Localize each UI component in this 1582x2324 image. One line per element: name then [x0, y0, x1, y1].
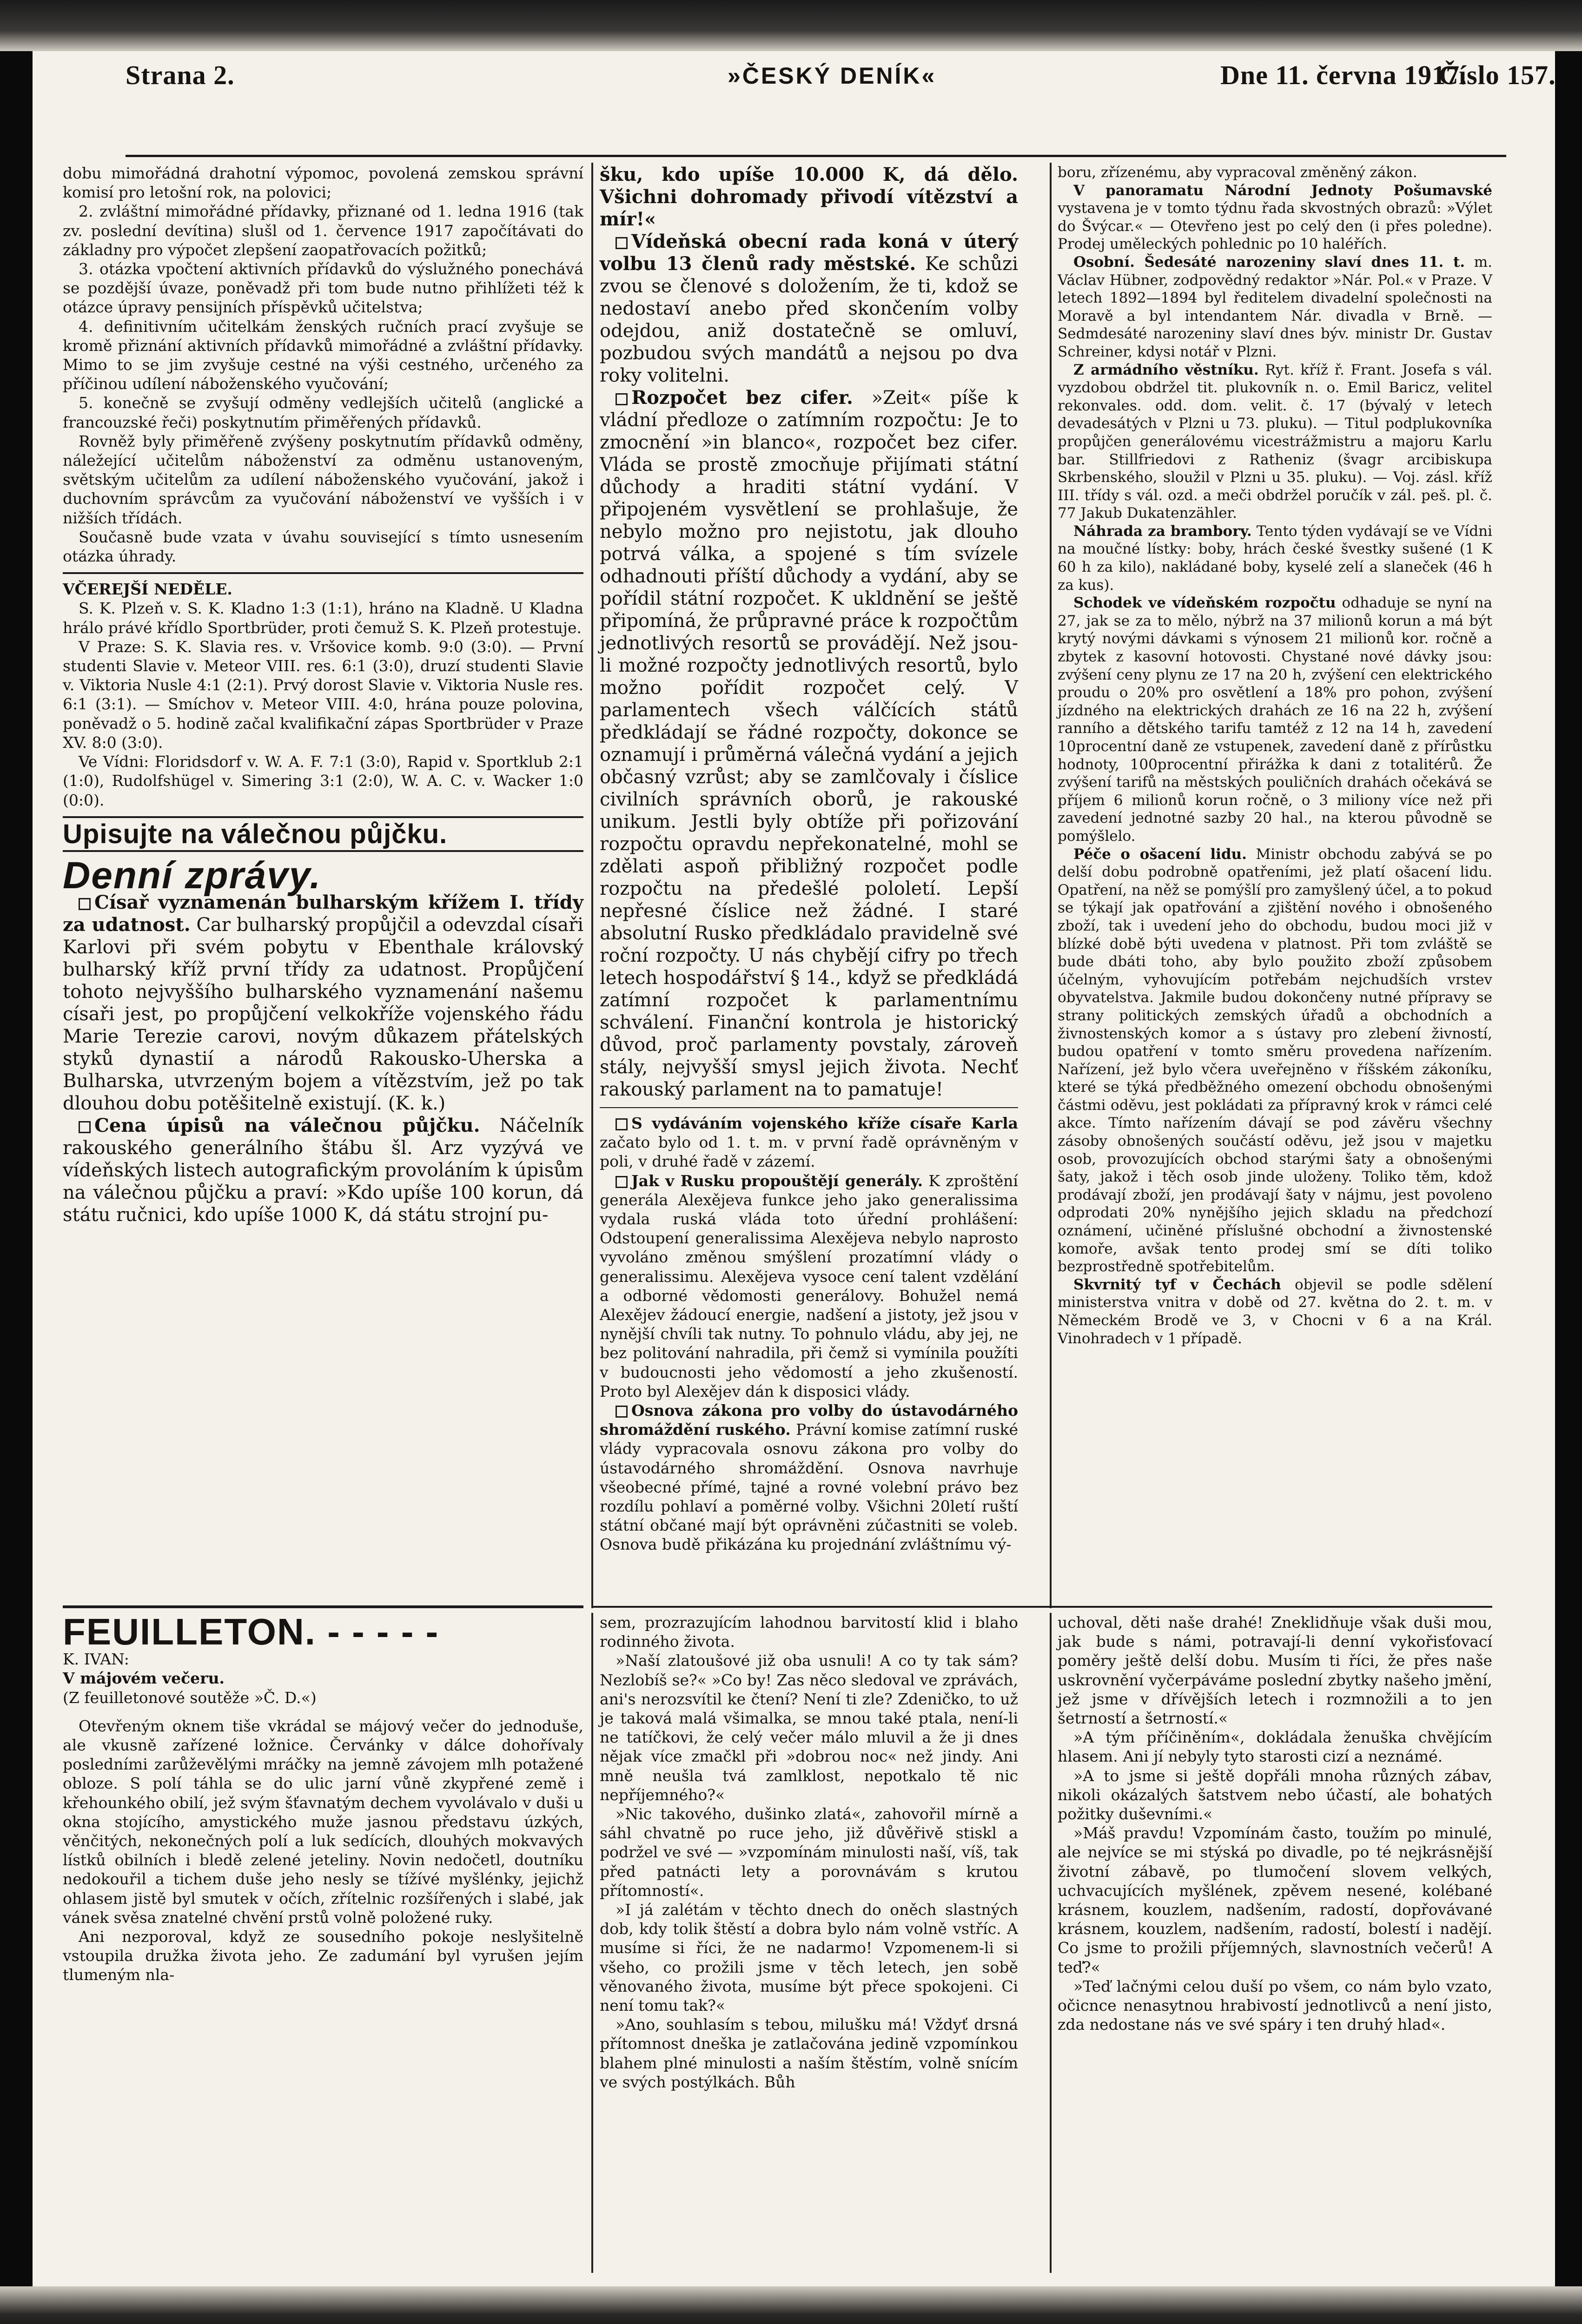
feuilleton-column-2 [600, 1613, 1018, 2092]
bullet-square-icon [79, 898, 91, 910]
column-1 [63, 164, 583, 1226]
news-item [1058, 845, 1492, 1276]
bullet-square-icon [616, 1176, 628, 1188]
feuilleton-rule [593, 1606, 1492, 1608]
feuilleton-paragraph: »Teď lačnými celou duší po všem, co nám bylo vzato, očicnce nenasytnou hrabivostí jednotlivců a není jisto, zda nedostane nás ve své spáry i ten druhý hlad«. [1058, 1977, 1492, 2034]
news-item-title: Císař vyznamenán bulharským křížem I. třídy za udatnost. [63, 891, 583, 936]
feuilleton-paragraph: »A tým příčiněním«, dokládala ženuška chvějícím hlasem. Ani jí nebyly tyto starosti cizí a neznámé. [1058, 1728, 1492, 1766]
issue-number: Číslo 157. [1439, 60, 1556, 90]
feuilleton-paragraph: uchoval, děti naše drahé! Zneklidňuje však duši mou, jak bude s námi, potravají-li denní vykořisťovací poměry ještě delší dobu. Musím ti říci, že přes naše uskrovnění vyčerpáváme poslední zbytky našeho jmění, jež jsme v dřívějších letech i rozmnožili a to jen šetrností a šetrností.« [1058, 1613, 1492, 1728]
news-item [600, 387, 1018, 1101]
film-edge-top [0, 0, 1582, 51]
feuilleton-title: V májovém večeru. [63, 1669, 225, 1688]
news-item [63, 891, 583, 1115]
bullet-square-icon [616, 237, 628, 249]
bullet-square-icon [616, 1406, 628, 1418]
news-item [600, 1401, 1018, 1554]
news-item-text: K zproštění generála Alexějeva funkce jeho jako generalissima vydala ruská vláda toto úřední prohlášení: Odstoupení generalissima Alexějeva nebylo naprosto vyvoláno změnou smýšlení prozatímní vlády o generalissimu. Alexějeva vysoce cení talent vzdělání a odborné vědomosti generálovy. Bohužel nemá Alexějev žádoucí energie, nadšení a jistoty, jež jsou v nynější chvíli tak nutny. To pohnulo vládu, aby jej, ne bez politování nahradila, při čemž si vymínila použíti v budoucnosti jeho vědomostí a jeho zkušeností. Proto byl Alexějev dán k disposici vlády. [600, 1171, 1018, 1400]
column-rule-4 [1050, 1613, 1052, 2273]
news-item-title: Rozpočet bez cifer. [631, 387, 853, 409]
news-item-title: Osnova zákona pro volby do ústavodárného shromáždění ruského. [600, 1401, 1018, 1439]
daily-news-heading: Denní zprávy. [63, 854, 322, 897]
feuilleton-author: K. IVAN: [63, 1650, 129, 1669]
news-item-title: Skvrnitý tyf v Čechách [1073, 1276, 1281, 1293]
continued-text: šku, kdo upíše 10.000 K, dá dělo. Všichni dohromady přivodí vítězství a mír!« [600, 164, 1018, 230]
column-3 [1058, 164, 1492, 1347]
news-item-title: Schodek ve vídeňském rozpočtu [1073, 594, 1336, 612]
film-edge-right [1555, 0, 1582, 2324]
news-item-text: Právní komise zatímní ruské vlády vypracovala osnovu zákona pro volby do ústavodárného shromáždění. Osnova navrhuje všeobecné přímé, tajné a rovné volební právo bez rozdílu pohlaví a poměrné volby. Všichni 20letí ruští státní občané mají být oprávněni zúčastniti se voleb. Osnova budě přikázána ku projednání zvláštnímu vý- [600, 1420, 1018, 1554]
feuilleton-paragraph: »Naší zlatoušové již oba usnuli! A co ty tak sám? Nezlobíš se?« »Co by! Zas něco sledoval ve zprávách, ani's nerozsvítil ke čtení? Není ti zle? Zdeničko, to už je taková malá všimalka, se mnou také ptala, není-li ne tatíčkovi, že celý večer málo mluvil a že ji dnes nějak více zmačkl při »dobrou noc« než jindy. Ani mně neušla tvá zamlklost, nepotkalo tě nic nepříjemného?« [600, 1651, 1018, 1804]
feuilleton-paragraph: sem, prozrazujícím lahodnou barvitostí klid i blaho rodinného života. [600, 1613, 1018, 1651]
news-item-text: Car bulharský propůjčil a odevzdal císaři Karlovi při svém pobytu v Ebenthale královský bulharský kříž první třídy za udatnost. Propůjčení tohoto nejvyššího bulharského vyznamenání našemu císaři jest, po propůjčení velkokříže vojenského řádu Marie Terezie carovi, novým důkazem přátelských styků dynastií a národů Rakousko-Uherska a Bulharska, utvrzeným bojem a vítězstvím, jež po tak dlouhou dobu potěšitelně existují. (K. k.) [63, 914, 584, 1115]
article-paragraph: 2. zvláštní mimořádné přídavky, přiznané od 1. ledna 1916 (tak zv. poslední devítina) slušl od 1. července 1917 započítávati do základny pro výpočet zlepšení zaopatřovacích požitků; [63, 202, 583, 259]
news-item-text: Ryt. kříž ř. Frant. Josefa s vál. vyzdobou obdržel tit. plukovník n. o. Emil Baricz, velitel rekonvales. odd. dom. velit. č. 17 (bývalý v letech devadesátých v Plzni u 73. pluku). — Titul podplukovníka propůjčen generálovému vicestrážmistru a majoru Karlu bar. Stillfriedovi z Ratheniz (švagr arcibiskupa Skrbenského, sloužil v Plzni u 35. pluku). — Voj. zásl. kříž III. třídy s vál. ozd. a meči obdržel poručík v zál. peš. pl. č. 77 Jakub Dukatenzähler. [1058, 361, 1492, 522]
war-loan-banner: Upisujte na válečnou půjčku. [63, 819, 448, 849]
news-item [600, 231, 1018, 387]
section-divider [600, 1107, 1018, 1108]
news-item-title: Cena úpisů na válečnou půjčku. [94, 1115, 480, 1137]
column-2 [600, 164, 1018, 1554]
article-paragraph: dobu mimořádná drahotní výpomoc, povolená zemskou správní komisí pro letošní rok, na polovici; [63, 164, 583, 202]
feuilleton-paragraph: »A to jsme si ještě dopřáli mnoha různých zábav, nikoli okázalých šatstvem nebo účastí, ale bohatých požitky duševními.« [1058, 1766, 1492, 1823]
bullet-square-icon [616, 1118, 628, 1130]
article-paragraph: 3. otázka vpočtení aktivních přídavků do výslužného ponechává se pozdější úvaze, poněvadž při tom bude nutno přihlížeti též k otázce úpravy pensijních příspěvků učitelstva; [63, 260, 583, 317]
news-item-title: Péče o ošacení lidu. [1073, 845, 1247, 863]
column-rule-1 [591, 163, 593, 1608]
sport-result: Ve Vídni: Floridsdorf v. W. A. F. 7:1 (3:0), Rapid v. Sportklub 2:1 (1:0), Rudolfshügel v. Simering 3:1 (2:0), W. A. C. v. Wacker 1:0 (0:0). [63, 753, 583, 809]
news-item [1058, 361, 1492, 522]
column-rule-3 [591, 1613, 593, 2273]
masthead-rule [126, 155, 1506, 157]
section-divider [63, 572, 583, 574]
feuilleton-subtitle: (Z feuilletonové soutěže »Č. D.«) [63, 1688, 317, 1707]
news-item-title: Vídeňská obecní rada koná v úterý volbu 13 členů rady městské. [600, 231, 1018, 275]
film-edge-left [0, 0, 33, 2324]
news-item [63, 1115, 583, 1226]
news-item [600, 1171, 1018, 1401]
article-paragraph: 4. definitivním učitelkám ženských ručních prací zvyšuje se kromě přiznání aktivních přídavků mimořádné a zvláštní přídavky. Mimo to se jim zvyšuje cestné na výši cestného, určeného za příčinou udílení náboženského vyučování; [63, 317, 583, 393]
news-item-text: vystavena je v tomto týdnu řada skvostných obrazů: »Výlet do Švýcar.« — Otevřeno jest po celý den (i přes poledne). Prodej uměleckých pohlednic po 10 haléřích. [1058, 200, 1492, 253]
feuilleton-heading: FEUILLETON. - - - - - [63, 1611, 439, 1652]
sport-title: VČEREJŠÍ NEDĚLE. [63, 580, 232, 599]
section-divider [63, 850, 583, 852]
bullet-square-icon [79, 1121, 91, 1133]
news-item-title: S vydáváním vojenského kříže císaře Karla [631, 1114, 1018, 1132]
feuilleton-paragraph: »Nic takového, dušinko zlatá«, zahovořil mírně a sáhl chvatně po ruce jeho, již důvěřivě stiskl a podržel ve své — »vzpomínám minulosti naší, víš, tak před patnácti lety a porovnávám s krutou přítomností«. [600, 1805, 1018, 1900]
article-paragraph: 5. konečně se zvyšují odměny vedlejších učitelů (anglické a francouzské řeči) poskytnutím přiměřených přídavků. [63, 394, 583, 431]
news-item-text: odhaduje se nyní na 27, jak se za to mělo, nýbrž na 37 milionů korun a má být krytý novými dávkami s výnosem 21 milionů kor. ročně a zbytek z kasovní hotovosti. Chystané nové dávky jsou: zvýšení ceny plynu ze 17 na 20 h, zvýšení cen elektrického proudu o 20% pro osvětlení a 18% pro pohon, zvýšení jízdného na elektrických drahách ze 16 na 22 h, zvýšení ranního a dětského tarifu tamtéž z 12 na 14 h, zavedení 10procentní daně ze vstupenek, zavedení daně z přírůstku hodnoty, 100procentní přirážka k dani z totalitérů. Že zvýšení tarifů na městských pouličních drahách očekává se příjem 6 milionů korun ročně, o 3 miliony více než při zavedení jednotné sazby 20 hal., na kterou původně se pomýšlelo. [1058, 594, 1492, 845]
article-paragraph: Současně bude vzata v úvahu související s tímto usnesením otázka úhrady. [63, 528, 583, 566]
news-item [600, 1114, 1018, 1171]
continued-text: boru, zřízenému, aby vypracoval změněný zákon. [1058, 164, 1417, 181]
column-rule-2 [1050, 163, 1052, 1608]
feuilleton-top-rule [63, 1605, 583, 1608]
news-item-text: Tento týden vydávají se ve Vídni na moučné lístky: boby, hrách české švestky sušené (1 K 60 h za kilo), nakládané boby, kyselé zelí a slaneček (46 h za kus). [1058, 522, 1492, 594]
masthead [63, 55, 1556, 106]
sport-result: V Praze: S. K. Slavia res. v. Vršovice komb. 9:0 (3:0). — První studenti Slavie v. Meteor VIII. res. 6:1 (3:0), druzí studenti Slavie v. Viktoria Nusle 4:1 (2:1). Prvý dorost Slavie v. Viktoria Nusle res. 6:1 (3:1). — Smíchov v. Meteor VIII. 4:0, hrána pouze polovina, poněvadž o 5. hodině začal kvalifikační zápas Sportbrüder v Praze XV. 8:0 (3:0). [63, 637, 583, 752]
newspaper-title: »ČESKÝ DENÍK« [728, 63, 937, 89]
news-item [1058, 182, 1492, 253]
feuilleton-paragraph: Ani nezporoval, když ze sousedního pokoje neslyšitelně vstoupila družka života jeho. Ze zadumání byl vyrušen jejím tlumeným nla- [63, 1928, 583, 1984]
news-item-text: Ke schůzi zvou se členové s doložením, že ti, kdož se nedostaví anebo před skončením volby odejdou, aniž dostatečně se omluví, pozbudou svých mandátů a nejsou po dva roky volitelni. [600, 253, 1019, 386]
news-item-title: Osobní. Šedesáté narozeniny slaví dnes 11. t. [1073, 253, 1465, 271]
news-item [1058, 594, 1492, 845]
news-item-text: m. Václav Hübner, zodpovědný redaktor »Nár. Pol.« v Praze. V letech 1892—1894 byl ředitelem divadelní společnosti na Moravě a byl intendantem Nár. divadla v Brně. — Sedmdesáté narozeniny slaví dnes býv. ministr Dr. Gustav Schreiner, kdysi notář v Plzni. [1058, 253, 1492, 360]
bullet-square-icon [616, 393, 628, 405]
news-item [1058, 1276, 1492, 1347]
news-item [1058, 253, 1492, 361]
sport-result: S. K. Plzeň v. S. K. Kladno 1:3 (1:1), hráno na Kladně. U Kladna hrálo právé křídlo Sportbrüder, proti čemuž S. K. Plzeň protestuje. [63, 599, 583, 637]
news-item-title: Jak v Rusku propouštějí generály. [631, 1171, 923, 1190]
news-item-text: Ministr obchodu zabývá se po delší dobu podrobně opatřeními, jež platí ošacení lidu. Opatření, na něž se pomýšlí pro zamyšlený účel, a to pokud se týkají jak opatřování a zjištění nového i obnošeného zboží, tak i uvedení jeho do obchodu, budou moci již v blízké době býti uvedena v platnost. Při tom zvláště se bude dbáti toho, aby bylo použito zboží způsobem účelným, vyhovujícím potřebám nejchudších vrstev obyvatelstva. Jakmile budou dokončeny nutné přípravy se strany politických zemských úřadů a obchodních a živnostenských komor a s ústavy pro zlebení živností, budou opatření v tomto směru provedena nařízením. Nařízení, jež bylo včera uveřejněno v říšském zákoníku, které se týká předběžného omezení obchodu obnošenými částmi oděvu, jest pokládati za přípravný krok v rámci celé akce. Tímto nařízením dávají se pod závěru všechny zásoby obnošených součástí oděvu, jež jsou v majetku osob, provozujících obchod starými šaty a obnošenými šaty, jakož i těch osob jinde uloženy. Toliko těm, kdož prodávají zboží, jen prodávají šaty v nájmu, jest povoleno odprodati 20% nynějšího jejich skladu na předchozí oznámení, učiněné příslušné obchodní a živnostenské komoře, avšak tento prodej smí se díti toliko bezprostředně spotřebitelům. [1058, 845, 1492, 1275]
feuilleton-column-3 [1058, 1613, 1492, 2034]
feuilleton-paragraph: »I já zalétám v těchto dnech do oněch slastných dob, kdy tolik štěstí a dobra bylo nám volně vstříc. A musíme si říci, že ne nadarmo! Vzpomenem-li si všeho, co prožili jsme v těch letech, jen sobě věnovaného života, musíme být přece spokojeni. Ci není tomu tak?« [600, 1901, 1018, 2015]
news-item [1058, 522, 1492, 594]
issue-date: Dne 11. června 1917. [1220, 60, 1467, 90]
news-item-title: V panoramatu Národní Jednoty Pošumavské [1073, 182, 1492, 199]
news-item-text: začato bylo od 1. t. m. v první řadě oprávněným v poli, v druhé řadě v zázemí. [600, 1133, 1018, 1171]
article-paragraph: Rovněž byly přiměřeně zvýšeny poskytnutím přídavků odměny, náležející učitelům náboženství za odměnu ustanoveným, světským učitelům za udílení náboženského vyučování, jakož i duchovním správcům za vyučování náboženství ve vyšších i v nižších třídách. [63, 432, 583, 527]
news-item-text: »Zeit« píše k vládní předloze o zatímním rozpočtu: Je to zmocnění »in blanco«, rozpočet bez cifer. Vláda se prostě zmocňuje přijímati státní důchody a hraditi státní vydání. V připojeném vysvětlení se prohlašuje, že nebylo možno pro nejistotu, jak dlouho potrvá válka, a spojené s tím svízele odhadnouti příští důchody a vydání, aby se pořídil státní rozpočet. K ukldnění se ještě připomíná, že průpravné práce k rozpočtům jednotlivých resortů se provádějí. Než jsou-li možné rozpočty jednotlivých resortů, bylo možno pořídit rozpočet celý. V parlamentech všech válčících států předkládají se řádné rozpočty, dokonce se oznamují i průměrná válečná vydání a jejich občasný vzrůst; aby se zamlčovaly i číslice civilních správních oborů, je rakouské unikum. Jestli byly obtíže při pořizování rozpočtu opravdu nepřekonatelné, mohl se zdělati aspoň přibližný rozpočet podle rozpočtu na předešlé pololetí. Lepší nepřesné číslice než žádné. I staré absolutní Rusko předkládalo pravidelně své roční rozpočty. U nás chybějí cifry po třech letech hospodářství § 14., když se předkládá zatímní rozpočet k parlamentnímu schválení. Finanční kontrola je historický důvod, proč parlamenty povstaly, zároveň stály, nejvyšší smysl jejich života. Nechť rakouský parlament na to pamatuje! [600, 387, 1019, 1100]
film-edge-bottom [0, 2286, 1582, 2324]
news-item-text: Náčelník rakouského generálního štábu šl. Arz vyzývá ve vídeňských listech autografickým provoláním k úpisům na válečnou půjčku a praví: »Kdo upíše 100 korun, dá státu ručnici, kdo upíše 1000 K, dá státu strojní pu- [63, 1115, 583, 1226]
news-item-title: Z armádního věstníku. [1073, 361, 1259, 378]
news-item-text: objevil se podle sdělení ministerstva vnitra v době od 27. května do 2. t. m. v Německém Brodě ve 3, v Chocni v 6 a na Král. Vinohradech v 1 případě. [1058, 1276, 1492, 1347]
news-item-title: Náhrada za brambory. [1073, 522, 1252, 540]
feuilleton-paragraph: Otevřeným oknem tiše vkrádal se májový večer do jednoduše, ale vkusně zařízené ložnice. Červánky v dálce dohořívaly posledními zarůževělými mráčky na jemně závojem mlh potažené obloze. S polí táhla se do ulic jarní vůně zkypřené země i křehounkého obilí, jež svým šťavnatým dechem vyvolávalo v duši u okna stojícího, amystického muže jasnou představu úzkých, věnčitých, nekonečných polí a luk sedících, dlouhých mokvavých lístků obilních i bledě zelené jeteliny. Novin nedočetl, doutníku nedokouřil a tichem duše jeho nesly se tížívé myšlénky, jejichž ohlasem jistě byl smutek v očích, zřítelnic rozšířených i slabé, jak vánek svěsa znatelné chvění prstů volně položené ruky. [63, 1717, 583, 1927]
page-number: Strana 2. [126, 60, 235, 90]
feuilleton-paragraph: »Máš pravdu! Vzpomínám často, toužím po minulé, ale nejvíce se mi stýská po divadle, po té nejkrásnější životní zábavě, po tlumočení slovem velkých, uchvacujících myšlének, zpěvem nesené, kolébané krásnem, kouzlem, nadšením, radostí, dopřovávané krásnem, kouzlem, nadšením, radostí, bolestí i nadějí. Co jsme to prožili příjemných, slavnostních večerů! A teď?« [1058, 1824, 1492, 1976]
feuilleton-paragraph: »Ano, souhlasím s tebou, milušku má! Vždyť drsná přítomnost dneška je zatlačována jedině vzpomínkou blahem plné minulosti a naším štěstím, volně snícím ve svých postýlkách. Bůh [600, 2015, 1018, 2091]
feuilleton-column-1 [63, 1599, 583, 1985]
section-divider [63, 816, 583, 818]
